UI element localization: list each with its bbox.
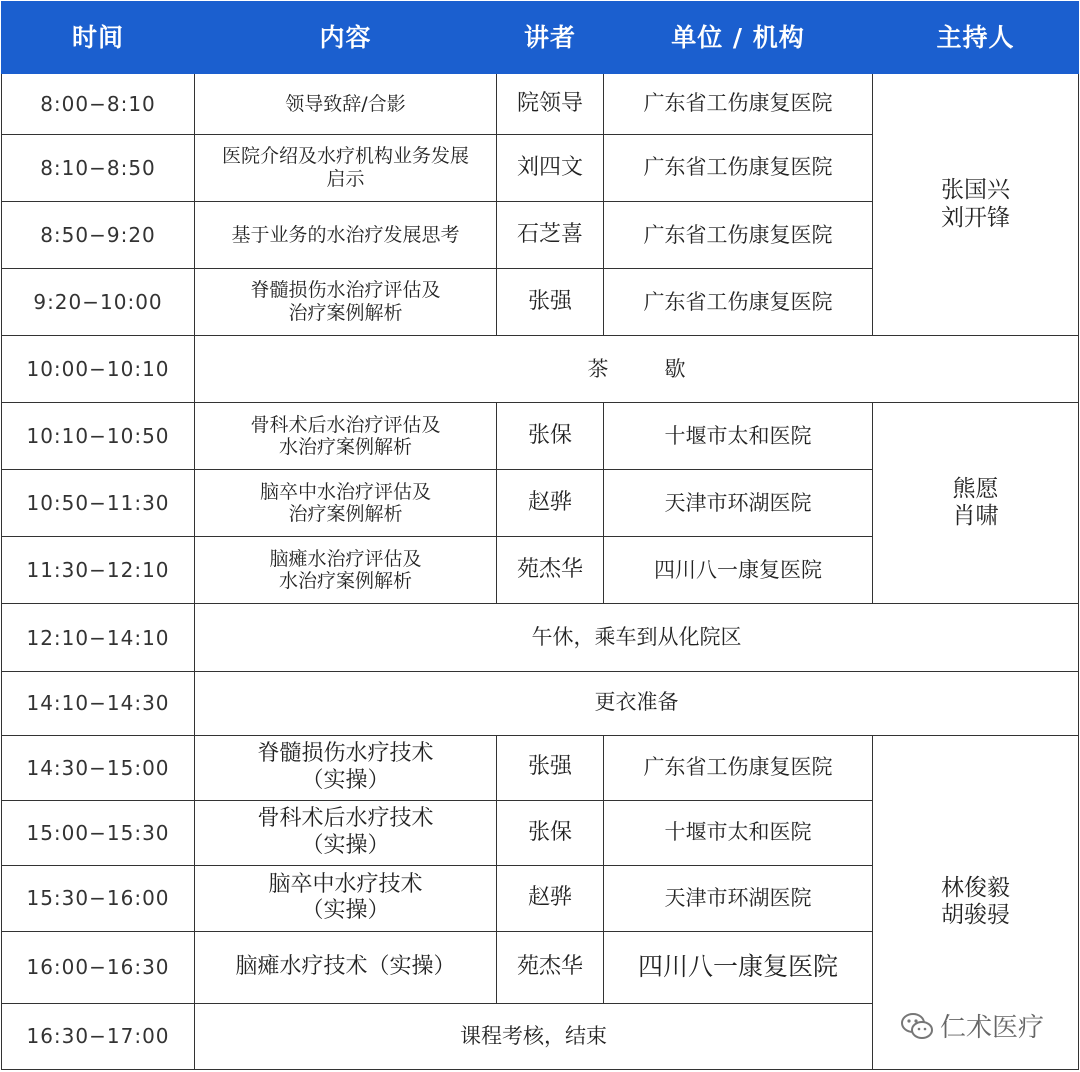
content-line: 医院介绍及水疗机构业务发展: [221, 145, 469, 168]
time-cell: 8:50−9:20: [2, 202, 195, 269]
table-row: [2, 671, 1079, 735]
content-line: 治疗案例解析: [288, 302, 403, 325]
host-cell: [873, 403, 1079, 604]
content-line: 基于业务的水治疗发展思考: [231, 223, 460, 246]
time-cell: 12:10−14:10: [2, 604, 195, 671]
host-name: 熊愿: [952, 475, 999, 502]
content-line: 脑瘫水疗技术（实操）: [235, 954, 456, 980]
content-line: 领导致辞/合影: [285, 92, 406, 115]
table-row: [2, 403, 1079, 470]
break-label: 茶: [587, 356, 609, 381]
break-label: 更衣准备: [594, 690, 679, 715]
break-cell: [195, 336, 1079, 403]
speaker-cell: 石芝喜: [497, 202, 604, 269]
time-cell: 8:10−8:50: [2, 135, 195, 202]
content-line: （实操）: [301, 767, 390, 793]
time-cell: 14:10−14:30: [2, 671, 195, 735]
content-cell: [195, 269, 497, 336]
org-cell: 广东省工伤康复医院: [604, 202, 873, 269]
header-content: 内容: [195, 2, 497, 74]
content-line: （实操）: [301, 832, 390, 858]
time-cell: 15:30−16:00: [2, 865, 195, 931]
org-cell: 四川八一康复医院: [604, 537, 873, 604]
org-cell: 十堰市太和医院: [604, 403, 873, 470]
org-cell: 广东省工伤康复医院: [604, 735, 873, 800]
time-cell: 10:50−11:30: [2, 470, 195, 537]
speaker-cell: 张强: [497, 735, 604, 800]
host-name: 林俊毅: [941, 874, 1010, 901]
speaker-cell: 院领导: [497, 74, 604, 135]
time-cell: 16:30−17:00: [2, 1003, 195, 1069]
time-cell: 10:00−10:10: [2, 336, 195, 403]
table-row: [2, 74, 1079, 135]
content-line: （实操）: [301, 898, 390, 924]
speaker-cell: 苑杰华: [497, 537, 604, 604]
content-line: 骨科术后水疗技术: [257, 806, 434, 832]
org-cell: 广东省工伤康复医院: [604, 74, 873, 135]
time-cell: 8:00−8:10: [2, 74, 195, 135]
content-cell: [195, 470, 497, 537]
time-cell: 15:00−15:30: [2, 800, 195, 865]
header-host: 主持人: [873, 2, 1079, 74]
table-row: [2, 604, 1079, 671]
time-cell: 9:20−10:00: [2, 269, 195, 336]
org-cell: 天津市环湖医院: [604, 470, 873, 537]
time-cell: 11:30−12:10: [2, 537, 195, 604]
table-header: [2, 2, 1079, 74]
speaker-cell: 张强: [497, 269, 604, 336]
content-line: 治疗案例解析: [288, 503, 403, 526]
break-cell: [195, 1003, 873, 1069]
speaker-cell: 张保: [497, 800, 604, 865]
content-line: 脑卒中水治疗评估及: [259, 480, 431, 503]
watermark-text: 仁术医疗: [939, 1013, 1044, 1043]
header-speaker: 讲者: [497, 2, 604, 74]
schedule-table: [1, 1, 1079, 1070]
header-org: 单位 / 机构: [604, 2, 873, 74]
break-cell: [195, 671, 1079, 735]
content-cell: [195, 931, 497, 1003]
org-cell: 十堰市太和医院: [604, 800, 873, 865]
time-cell: 14:30−15:00: [2, 735, 195, 800]
speaker-cell: 赵骅: [497, 470, 604, 537]
wechat-icon: [900, 1011, 934, 1041]
org-cell: 天津市环湖医院: [604, 865, 873, 931]
speaker-cell: 张保: [497, 403, 604, 470]
table-row: [2, 336, 1079, 403]
time-cell: 16:00−16:30: [2, 931, 195, 1003]
speaker-cell: 赵骅: [497, 865, 604, 931]
content-cell: [195, 202, 497, 269]
host-cell: [873, 74, 1079, 336]
content-cell: [195, 865, 497, 931]
org-cell: 广东省工伤康复医院: [604, 269, 873, 336]
speaker-cell: 苑杰华: [497, 931, 604, 1003]
content-line: 脑卒中水疗技术: [268, 871, 423, 897]
break-label: 歇: [664, 356, 686, 381]
speaker-cell: 刘四文: [497, 135, 604, 202]
content-cell: [195, 74, 497, 135]
content-line: 骨科术后水治疗评估及: [250, 413, 441, 436]
content-line: 脑瘫水治疗评估及: [269, 547, 422, 570]
content-cell: [195, 800, 497, 865]
content-cell: [195, 403, 497, 470]
host-name: 张国兴: [941, 177, 1010, 204]
host-name: 肖啸: [952, 503, 999, 530]
content-line: 脊髓损伤水疗技术: [257, 741, 434, 767]
org-cell: 四川八一康复医院: [604, 931, 873, 1003]
break-label: 午休，乘车到从化院区: [531, 624, 742, 649]
content-cell: [195, 135, 497, 202]
break-cell: [195, 604, 1079, 671]
table-row: [2, 735, 1079, 800]
content-line: 脊髓损伤水治疗评估及: [250, 279, 441, 302]
host-name: 胡骏骎: [941, 902, 1010, 929]
header-time: 时间: [2, 2, 195, 74]
content-line: 水治疗案例解析: [278, 570, 412, 593]
content-cell: [195, 735, 497, 800]
content-line: 启示: [326, 168, 365, 191]
content-line: 水治疗案例解析: [278, 436, 412, 459]
content-cell: [195, 537, 497, 604]
host-name: 刘开锋: [941, 204, 1010, 231]
org-cell: 广东省工伤康复医院: [604, 135, 873, 202]
break-label: 课程考核，结束: [460, 1023, 607, 1048]
time-cell: 10:10−10:50: [2, 403, 195, 470]
watermark: [900, 1007, 1044, 1044]
